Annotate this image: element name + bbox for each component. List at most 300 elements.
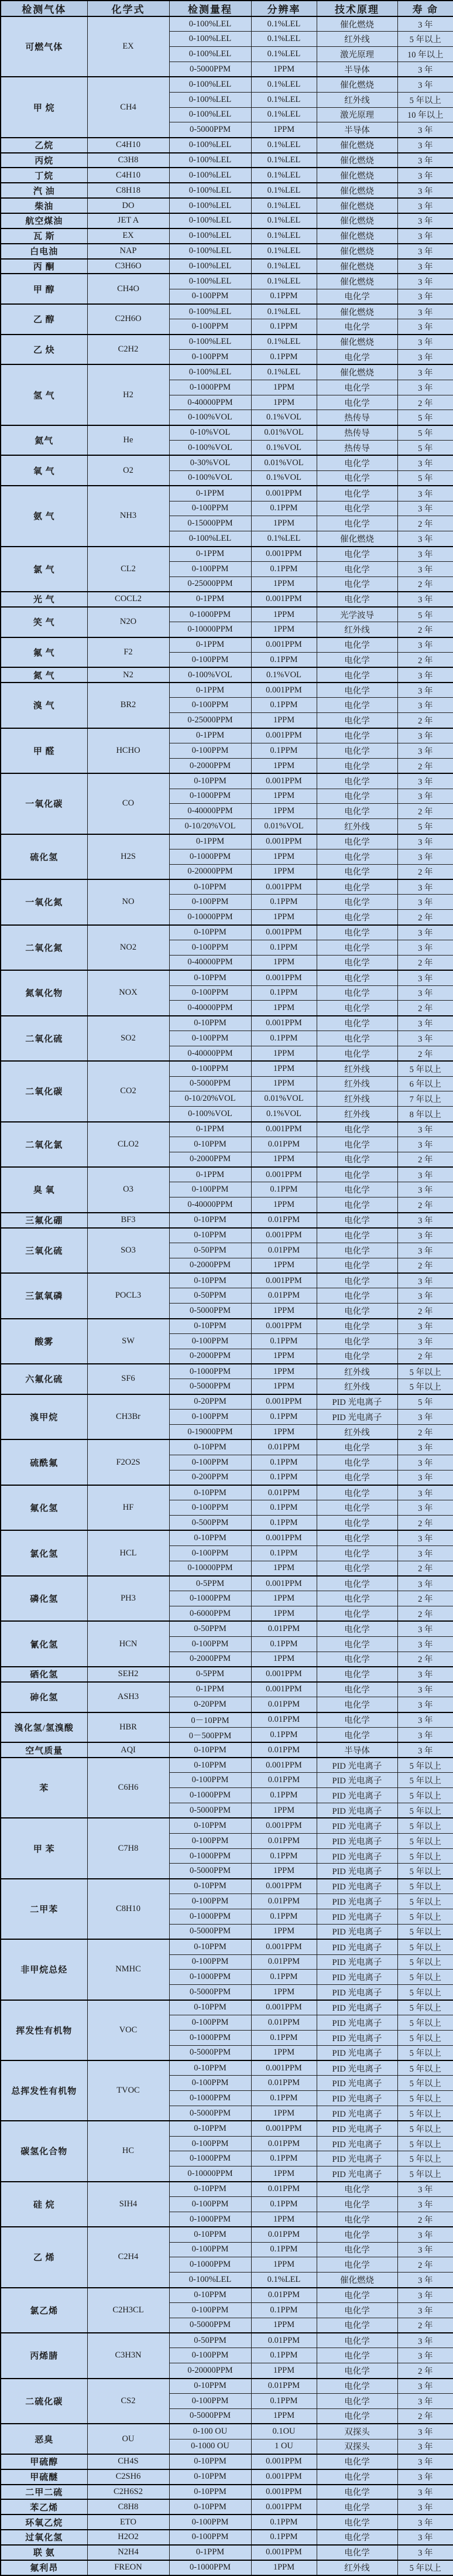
lifespan-cell: 5 年以上 [397,1985,453,2000]
gas-name-cell: 航空煤油 [1,213,87,228]
principle-cell: 电化学 [317,1652,397,1667]
formula-cell: SO3 [87,1228,169,1274]
range-cell: 0-10PPM [169,1439,251,1455]
table-row [1,2121,453,2136]
resolution-cell: 0.001PPM [251,2121,317,2136]
header-lifespan: 寿 命 [397,1,453,16]
range-cell: 0-100PPM [169,652,251,667]
table-row [1,637,453,653]
range-cell: 0-1000PPM [169,1909,251,1924]
principle-cell: 红外线 [317,1061,397,1076]
resolution-cell: 0.01%VOL [251,425,317,441]
range-cell: 0-10/20%VOL [169,1091,251,1107]
principle-cell: 热传导 [317,441,397,456]
formula-cell: TVOC [87,2060,169,2121]
lifespan-cell: 3 年 [397,2333,453,2348]
table-row [1,274,453,289]
range-cell: 0-19000PPM [169,1424,251,1439]
resolution-cell: 0.01PPM [251,1697,317,1712]
table-row [1,667,453,683]
resolution-cell: 0.1PPM [251,940,317,955]
range-cell: 0-10PPM [169,879,251,895]
table-row [1,1758,453,1773]
range-cell: 0-5000PPM [169,1864,251,1879]
principle-cell: 电化学 [317,940,397,955]
resolution-cell: 0.01PPM [251,1621,317,1636]
range-cell: 0-10PPM [169,1879,251,1894]
resolution-cell: 0.01PPM [251,2136,317,2151]
range-cell: 0-100%LEL [169,228,251,244]
resolution-cell: 1PPM [251,2106,317,2121]
resolution-cell: 1PPM [251,2166,317,2182]
range-cell: 0-1PPM [169,486,251,501]
resolution-cell: 0.1PPM [251,1455,317,1470]
resolution-cell: 0.001PPM [251,1576,317,1591]
range-cell: 0-1000PPM [169,380,251,395]
range-cell: 0－10PPM [169,1712,251,1728]
range-cell: 0-100PPM [169,289,251,304]
lifespan-cell: 3 年 [397,1576,453,1591]
principle-cell: 电化学 [317,1500,397,1516]
range-cell: 0-1PPM [169,592,251,607]
resolution-cell: 0.001PPM [251,2060,317,2076]
resolution-cell: 0.01%VOL [251,455,317,470]
table-row [1,1061,453,1076]
principle-cell: 红外线 [317,1107,397,1122]
table-row [1,1167,453,1182]
principle-cell: 电化学 [317,455,397,470]
lifespan-cell: 3 年 [397,335,453,350]
lifespan-cell: 3 年 [397,2348,453,2363]
range-cell: 0-50PPM [169,2333,251,2348]
lifespan-cell: 3 年 [397,2530,453,2545]
principle-cell: 电化学 [317,713,397,728]
table-row [1,2545,453,2560]
principle-cell: 半导体 [317,122,397,138]
table-row [1,773,453,789]
principle-cell: 电化学 [317,350,397,365]
gas-name-cell: 氟化氢 [1,1485,87,1531]
formula-cell: N2 [87,667,169,683]
lifespan-cell: 3 年 [397,1333,453,1349]
resolution-cell: 0.1%LEL [251,274,317,289]
lifespan-cell: 10 年以上 [397,47,453,62]
range-cell: 0-50PPM [169,1621,251,1636]
range-cell: 0-100PPM [169,2197,251,2212]
principle-cell: PID 光电离子 [317,2151,397,2166]
resolution-cell: 0.1PPM [251,1545,317,1561]
range-cell: 0-100%LEL [169,168,251,183]
lifespan-cell: 3 年 [397,62,453,77]
table-row [1,304,453,319]
range-cell: 0-1000PPM [169,2560,251,2575]
lifespan-cell: 3 年 [397,895,453,910]
lifespan-cell: 2 年 [397,652,453,667]
gas-name-cell: 乙 炔 [1,335,87,365]
lifespan-cell: 2 年 [397,395,453,410]
lifespan-cell: 3 年 [397,925,453,940]
principle-cell: 电化学 [317,804,397,819]
table-row [1,2227,453,2242]
lifespan-cell: 5 年以上 [397,1773,453,1788]
principle-cell: PID 光电离子 [317,2045,397,2060]
lifespan-cell: 5 年以上 [397,1939,453,1954]
range-cell: 0-100PPM [169,1500,251,1516]
lifespan-cell: 3 年 [397,834,453,849]
range-cell: 0-100PPM [169,2242,251,2257]
lifespan-cell: 3 年 [397,77,453,92]
range-cell: 0-100%LEL [169,531,251,547]
resolution-cell: 1PPM [251,1364,317,1379]
range-cell: 0-5PPM [169,1576,251,1591]
range-cell: 0-100PPM [169,1833,251,1848]
formula-cell: NO [87,879,169,925]
principle-cell: 电化学 [317,547,397,562]
principle-cell: 半导体 [317,1742,397,1758]
lifespan-cell: 3 年 [397,2514,453,2530]
range-cell: 0-10PPM [169,2485,251,2500]
principle-cell: 催化燃烧 [317,2273,397,2288]
range-cell: 0-100%LEL [169,2273,251,2288]
resolution-cell: 0.01PPM [251,2182,317,2197]
range-cell: 0-5PPM [169,1667,251,1682]
principle-cell: 催化燃烧 [317,213,397,228]
resolution-cell: 0.001PPM [251,773,317,789]
table-row [1,2499,453,2514]
principle-cell: PID 光电离子 [317,2121,397,2136]
range-cell: 0-10000PPM [169,1561,251,1576]
formula-cell: CH3Br [87,1394,169,1440]
lifespan-cell: 3 年 [397,122,453,138]
resolution-cell: 0.1PPM [251,1636,317,1652]
range-cell: 0-1000PPM [169,607,251,622]
range-cell: 0-100%LEL [169,183,251,198]
lifespan-cell: 10 年以上 [397,107,453,122]
table-row [1,970,453,985]
range-cell: 0-10000PPM [169,2166,251,2182]
table-row [1,592,453,607]
range-cell: 0-100%LEL [169,244,251,259]
lifespan-cell: 3 年 [397,683,453,698]
gas-name-cell: 非甲烷总烃 [1,1939,87,2000]
principle-cell: PID 光电离子 [317,1803,397,1818]
range-cell: 0-10PPM [169,2469,251,2485]
resolution-cell: 0.01PPM [251,2015,317,2030]
lifespan-cell: 3 年 [397,849,453,864]
lifespan-cell: 3 年 [397,1410,453,1425]
formula-cell: C3H3N [87,2333,169,2379]
lifespan-cell: 5 年以上 [397,2151,453,2166]
resolution-cell: 1PPM [251,516,317,531]
principle-cell: 电化学 [317,2182,397,2197]
formula-cell: BF3 [87,1213,169,1228]
principle-cell: 激光原理 [317,47,397,62]
principle-cell: 双探头 [317,2424,397,2439]
formula-cell: NOX [87,970,169,1016]
gas-name-cell: 碳氢化合物 [1,2121,87,2181]
table-row [1,183,453,198]
range-cell: 0-5000PPM [169,122,251,138]
range-cell: 0-100PPM [169,2076,251,2091]
table-row [1,925,453,940]
resolution-cell: 0.1%LEL [251,244,317,259]
principle-cell: PID 光电离子 [317,1394,397,1410]
lifespan-cell: 3 年 [397,183,453,198]
gas-name-cell: 氧 气 [1,455,87,486]
table-row [1,2469,453,2485]
range-cell: 0-100PPM [169,1773,251,1788]
range-cell: 0-100%LEL [169,153,251,168]
lifespan-cell: 2 年 [397,1258,453,1273]
lifespan-cell: 3 年 [397,773,453,789]
gas-name-cell: 汽 油 [1,183,87,198]
formula-cell: BR2 [87,683,169,728]
range-cell: 0－500PPM [169,1727,251,1742]
gas-name-cell: 氦气 [1,425,87,456]
lifespan-cell: 3 年 [397,1122,453,1137]
table-row [1,1621,453,1636]
formula-cell: HCL [87,1530,169,1576]
lifespan-cell: 3 年 [397,2545,453,2560]
formula-cell: C8H10 [87,1879,169,1939]
resolution-cell: 0.001PPM [251,879,317,895]
gas-name-cell: 乙烷 [1,138,87,153]
resolution-cell: 0.001PPM [251,834,317,849]
principle-cell: 电化学 [317,2530,397,2545]
gas-name-cell: 挥发性有机物 [1,2000,87,2060]
principle-cell: 电化学 [317,1636,397,1652]
table-row [1,1439,453,1455]
table-row [1,879,453,895]
range-cell: 0-100%VOL [169,667,251,683]
range-cell: 0-1PPM [169,637,251,653]
principle-cell: PID 光电离子 [317,2106,397,2121]
principle-cell: 电化学 [317,1485,397,1500]
lifespan-cell: 3 年 [397,1530,453,1545]
lifespan-cell: 3 年 [397,1182,453,1197]
gas-name-cell: 甲 烷 [1,77,87,137]
formula-cell: C3H8 [87,153,169,168]
principle-cell: PID 光电离子 [317,1909,397,1924]
lifespan-cell: 5 年 [397,441,453,456]
lifespan-cell: 5 年以上 [397,1833,453,1848]
resolution-cell: 0.001PPM [251,1682,317,1697]
range-cell: 0-100PPM [169,2348,251,2363]
resolution-cell: 0.001PPM [251,1939,317,1954]
table-header [1,1,453,16]
gas-name-cell: 硒化氢 [1,1667,87,1682]
resolution-cell: 0.001PPM [251,1319,317,1334]
formula-cell: ETO [87,2514,169,2530]
gas-name-cell: 二氧化氮 [1,925,87,971]
principle-cell: 电化学 [317,2302,397,2318]
lifespan-cell: 3 年 [397,289,453,304]
gas-name-cell: 二氧化氯 [1,1122,87,1168]
principle-cell: 电化学 [317,380,397,395]
resolution-cell: 0.001PPM [251,1758,317,1773]
lifespan-cell: 3 年 [397,1621,453,1636]
resolution-cell: 1PPM [251,1864,317,1879]
range-cell: 0-100%LEL [169,274,251,289]
range-cell: 0-10PPM [169,1213,251,1228]
principle-cell: 电化学 [317,698,397,713]
formula-cell: N2H4 [87,2545,169,2560]
gas-name-cell: 联 氨 [1,2545,87,2560]
resolution-cell: 1PPM [251,1258,317,1273]
formula-cell: SEH2 [87,1667,169,1682]
formula-cell: H2O2 [87,2530,169,2545]
lifespan-cell: 3 年 [397,228,453,244]
principle-cell: 催化燃烧 [317,335,397,350]
resolution-cell: 0.01%VOL [251,1091,317,1107]
principle-cell: 电化学 [317,652,397,667]
resolution-cell: 0.1%VOL [251,1107,317,1122]
resolution-cell: 0.001PPM [251,1667,317,1682]
resolution-cell: 0.1%LEL [251,138,317,153]
lifespan-cell: 2 年 [397,1424,453,1439]
lifespan-cell: 5 年以上 [397,1970,453,1985]
range-cell: 0-10PPM [169,1228,251,1243]
lifespan-cell: 3 年 [397,789,453,804]
principle-cell: 电化学 [317,667,397,683]
range-cell: 0-40000PPM [169,955,251,970]
lifespan-cell: 5 年以上 [397,1909,453,1924]
formula-cell: JET A [87,213,169,228]
table-row [1,1122,453,1137]
range-cell: 0-10PPM [169,2288,251,2303]
formula-cell: PH3 [87,1576,169,1622]
resolution-cell: 0.1PPM [251,2348,317,2363]
principle-cell: 电化学 [317,319,397,335]
table-row [1,1939,453,1954]
resolution-cell: 1PPM [251,1304,317,1319]
range-cell: 0-5000PPM [169,2106,251,2121]
resolution-cell: 1PPM [251,1985,317,2000]
resolution-cell: 1PPM [251,1197,317,1213]
gas-name-cell: 二甲苯 [1,1879,87,1939]
lifespan-cell: 3 年 [397,2288,453,2303]
resolution-cell: 0.001PPM [251,2000,317,2015]
gas-name-cell: 乙 烯 [1,2227,87,2287]
lifespan-cell: 8 年以上 [397,1107,453,1122]
lifespan-cell: 5 年以上 [397,1894,453,1909]
principle-cell: 电化学 [317,1591,397,1606]
lifespan-cell: 3 年 [397,501,453,516]
principle-cell: 电化学 [317,1545,397,1561]
range-cell: 0-10000PPM [169,622,251,637]
range-cell: 0-5000PPM [169,2408,251,2424]
resolution-cell: 0.1PPM [251,743,317,759]
lifespan-cell: 3 年 [397,2485,453,2500]
lifespan-cell: 6 年以上 [397,1076,453,1091]
resolution-cell: 1PPM [251,2318,317,2333]
range-cell: 0-100PPM [169,698,251,713]
range-cell: 0-10PPM [169,2499,251,2514]
lifespan-cell: 5 年以上 [397,2136,453,2151]
table-row [1,547,453,562]
range-cell: 0-10/20%VOL [169,819,251,834]
range-cell: 0-100%LEL [169,335,251,350]
range-cell: 0-100%LEL [169,16,251,32]
range-cell: 0-100PPM [169,1545,251,1561]
range-cell: 0-1000PPM [169,1788,251,1803]
resolution-cell: 1PPM [251,955,317,970]
principle-cell: 电化学 [317,395,397,410]
header-resolution: 分辨率 [251,1,317,16]
gas-name-cell: 柴油 [1,198,87,213]
range-cell: 0-20000PPM [169,864,251,879]
gas-name-cell: 氨 气 [1,486,87,546]
principle-cell: 电化学 [317,501,397,516]
principle-cell: PID 光电离子 [317,1985,397,2000]
table-row [1,425,453,441]
gas-name-cell: 氯化氢 [1,1530,87,1576]
principle-cell: 电化学 [317,1001,397,1016]
principle-cell: 电化学 [317,1439,397,1455]
principle-cell: 电化学 [317,1046,397,1061]
principle-cell: 电化学 [317,1530,397,1545]
principle-cell: 激光原理 [317,107,397,122]
principle-cell: 电化学 [317,2363,397,2379]
resolution-cell: 0.1PPM [251,1848,317,1864]
lifespan-cell: 5 年以上 [397,2030,453,2045]
table-row [1,2288,453,2303]
resolution-cell: 0.1PPM [251,1470,317,1485]
resolution-cell: 1PPM [251,789,317,804]
gas-name-cell: 磷化氢 [1,1576,87,1622]
lifespan-cell: 5 年以上 [397,32,453,47]
lifespan-cell: 2 年 [397,622,453,637]
resolution-cell: 0.1PPM [251,698,317,713]
range-cell: 0-1PPM [169,547,251,562]
gas-name-cell: 笑 气 [1,607,87,637]
formula-cell: AQI [87,1742,169,1758]
lifespan-cell: 3 年 [397,2302,453,2318]
resolution-cell: 0.1%LEL [251,32,317,47]
range-cell: 0-1PPM [169,1682,251,1697]
table-row [1,1273,453,1288]
range-cell: 0-100PPM [169,895,251,910]
range-cell: 0-1000PPM [169,2151,251,2166]
lifespan-cell: 2 年 [397,1001,453,1016]
principle-cell: 催化燃烧 [317,364,397,380]
range-cell: 0-1000PPM [169,1970,251,1985]
lifespan-cell: 5 年以上 [397,1061,453,1076]
resolution-cell: 0.01PPM [251,1894,317,1909]
range-cell: 0-40000PPM [169,1001,251,1016]
gas-name-cell: 氯 气 [1,547,87,592]
resolution-cell: 0.001PPM [251,2499,317,2514]
range-cell: 0-5000PPM [169,2045,251,2060]
range-cell: 0-100%LEL [169,259,251,274]
resolution-cell: 0.01PPM [251,1288,317,1304]
principle-cell: 电化学 [317,910,397,925]
lifespan-cell: 3 年 [397,1319,453,1334]
principle-cell: 电化学 [317,1333,397,1349]
lifespan-cell: 3 年 [397,1016,453,1031]
lifespan-cell: 3 年 [397,1682,453,1697]
principle-cell: 电化学 [317,743,397,759]
gas-name-cell: 硅 烷 [1,2182,87,2227]
lifespan-cell: 3 年 [397,486,453,501]
range-cell: 0-100%VOL [169,470,251,486]
range-cell: 0-10000PPM [169,910,251,925]
table-row [1,364,453,380]
range-cell: 0-10PPM [169,2227,251,2242]
table-row [1,259,453,274]
gas-name-cell: 溴 气 [1,683,87,728]
lifespan-cell: 3 年 [397,213,453,228]
